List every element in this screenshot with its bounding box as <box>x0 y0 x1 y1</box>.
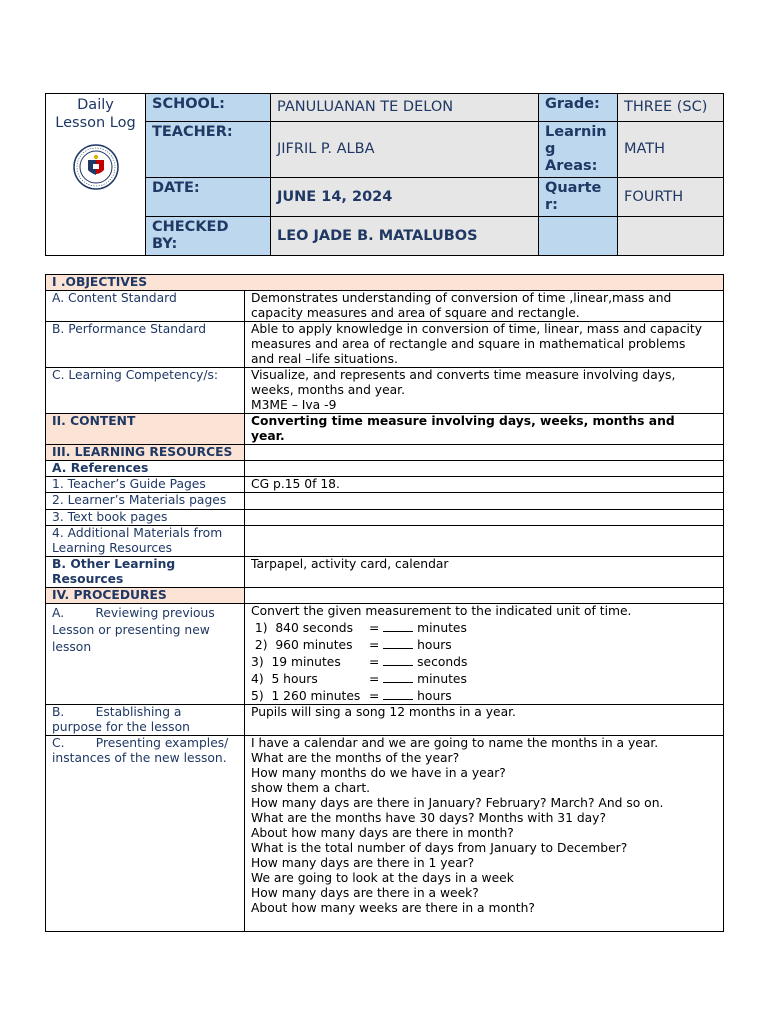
school-label: SCHOOL: <box>146 94 271 122</box>
checked-by-value: LEO JADE B. MATALUBOS <box>271 217 539 256</box>
content-line: Converting time measure involving days, weeks, months and <box>251 414 675 428</box>
additional-materials-line: 4. Additional Materials from <box>52 526 223 540</box>
school-value: PANULUANAN TE DELON <box>271 94 539 122</box>
procedure-a-intro: Convert the given measurement to the indicated unit of time. <box>251 604 632 618</box>
lm-label: 2. Learner’s Materials pages <box>46 493 245 510</box>
answer-blank <box>383 636 413 649</box>
equals-sign: = <box>369 672 384 686</box>
procedure-c-line: About how many days are there in month? <box>251 826 514 840</box>
procedure-b-label <box>46 705 245 736</box>
checked-by-label-1: CHECKED <box>152 219 229 235</box>
conversion-item <box>251 619 717 636</box>
checked-by-label <box>146 217 271 256</box>
other-resources-value: Tarpapel, activity card, calendar <box>245 557 724 588</box>
procedure-c-line: I have a calendar and we are going to name the months in a year. <box>251 736 659 750</box>
procedure-c-line: What are the months of the year? <box>251 751 460 765</box>
performance-standard-line: measures and area of rectangle and square in mathematical problems <box>251 337 686 351</box>
procedure-c-line: What are the months have 30 days? Months with 31 day? <box>251 811 606 825</box>
procedure-c-label <box>46 736 245 932</box>
resources-heading: III. LEARNING RESOURCES <box>46 445 245 461</box>
learning-areas-label-3: Areas: <box>545 158 598 174</box>
equals-sign: = <box>369 638 384 652</box>
quarter-label <box>539 178 618 217</box>
procedure-c-line: How many days are there in 1 year? <box>251 856 475 870</box>
grade-value: THREE (SC) <box>618 94 724 122</box>
conversion-item <box>251 653 717 670</box>
procedure-c-line: show them a chart. <box>251 781 371 795</box>
answer-blank <box>383 653 413 666</box>
procedure-c-line: We are going to look at the days in a week <box>251 871 514 885</box>
learning-areas-label <box>539 122 618 178</box>
teacher-label: TEACHER: <box>146 122 271 178</box>
competency-line: M3ME – Iva -9 <box>251 398 337 412</box>
empty-cell <box>245 493 724 510</box>
content-value <box>245 414 724 445</box>
conversion-item-unit: minutes <box>413 621 467 635</box>
procedure-c-line: About how many weeks are there in a month? <box>251 901 535 915</box>
competency-label: C. Learning Competency/s: <box>46 368 245 414</box>
conversion-item-unit: minutes <box>413 672 467 686</box>
equals-sign: = <box>369 655 384 669</box>
competency-line: Visualize, and represents and converts time measure involving days, <box>251 368 676 382</box>
procedure-b-value: Pupils will sing a song 12 months in a year. <box>245 705 724 736</box>
competency-value <box>245 368 724 414</box>
empty-cell <box>618 217 724 256</box>
conversion-item <box>251 670 717 687</box>
conversion-item-measure: 2) 960 minutes <box>251 638 353 652</box>
content-standard-line: Demonstrates understanding of conversion of time ,linear,mass and <box>251 291 672 305</box>
content-heading: II. CONTENT <box>46 414 245 445</box>
conversion-list <box>251 619 717 704</box>
quarter-value: FOURTH <box>618 178 724 217</box>
procedure-c-value <box>245 736 724 932</box>
doc-title-line1: Daily <box>77 97 114 113</box>
learning-areas-value: MATH <box>618 122 724 178</box>
teacher-value: JIFRIL P. ALBA <box>271 122 539 178</box>
other-resources-label <box>46 557 245 588</box>
other-resources-line: B. Other Learning <box>52 557 176 571</box>
empty-cell <box>245 526 724 557</box>
content-line: year. <box>251 429 285 443</box>
conversion-item-unit: seconds <box>413 655 468 669</box>
performance-standard-line: Able to apply knowledge in conversion of time, linear, mass and capacity <box>251 322 702 336</box>
empty-cell <box>245 510 724 526</box>
equals-sign: = <box>369 689 384 703</box>
procedure-a-line: lesson <box>52 640 92 654</box>
additional-materials-label <box>46 526 245 557</box>
textbook-label: 3. Text book pages <box>46 510 245 526</box>
procedure-c-lines <box>251 736 717 916</box>
tg-label: 1. Teacher’s Guide Pages <box>46 477 245 493</box>
content-standard-value <box>245 291 724 322</box>
procedure-a-line: Lesson or presenting new <box>52 623 210 637</box>
empty-cell <box>245 445 724 461</box>
procedure-b-line: purpose for the lesson <box>52 720 190 734</box>
content-standard-line: capacity measures and area of square and rectangle. <box>251 306 580 320</box>
performance-standard-line: and real –life situations. <box>251 352 398 366</box>
references-label: A. References <box>46 461 245 477</box>
conversion-item-unit: hours <box>413 689 452 703</box>
tg-value: CG p.15 0f 18. <box>245 477 724 493</box>
learning-areas-label-2: g <box>545 141 556 157</box>
conversion-item <box>251 636 717 653</box>
quarter-label-2: r: <box>545 197 558 213</box>
procedure-a-value <box>245 604 724 705</box>
doc-title-cell <box>46 94 146 256</box>
empty-cell <box>539 217 618 256</box>
other-resources-line: Resources <box>52 572 124 586</box>
procedure-b-line: B. Establishing a <box>52 705 182 719</box>
grade-label: Grade: <box>539 94 618 122</box>
answer-blank <box>383 619 413 632</box>
date-label: DATE: <box>146 178 271 217</box>
procedure-a-line: A. Reviewing previous <box>52 606 215 620</box>
answer-blank <box>383 687 413 700</box>
empty-cell <box>245 461 724 477</box>
procedure-c-line: How many days are there in January? February? March? And so on. <box>251 796 664 810</box>
conversion-item-measure: 1) 840 seconds <box>251 621 353 635</box>
performance-standard-value <box>245 322 724 368</box>
date-value: JUNE 14, 2024 <box>271 178 539 217</box>
procedure-c-line: How many months do we have in a year? <box>251 766 506 780</box>
conversion-item-measure: 4) 5 hours <box>251 672 318 686</box>
procedure-a-label <box>46 604 245 705</box>
procedure-c-line: How many days are there in a week? <box>251 886 479 900</box>
checked-by-label-2: BY: <box>152 236 178 252</box>
procedure-c-line: C. Presenting examples/ <box>52 736 229 750</box>
lesson-table <box>45 274 724 932</box>
procedure-c-line: What is the total number of days from January to December? <box>251 841 628 855</box>
conversion-item <box>251 687 717 704</box>
additional-materials-line: Learning Resources <box>52 541 173 555</box>
conversion-item-unit: hours <box>413 638 452 652</box>
quarter-label-1: Quarte <box>545 180 602 196</box>
objectives-heading: I .OBJECTIVES <box>46 275 724 291</box>
conversion-item-measure: 5) 1 260 minutes <box>251 689 361 703</box>
doc-title-line2: Lesson Log <box>55 115 136 131</box>
learning-areas-label-1: Learnin <box>545 124 607 140</box>
conversion-item-measure: 3) 19 minutes <box>251 655 341 669</box>
deped-seal-icon <box>73 144 119 190</box>
equals-sign: = <box>369 621 384 635</box>
answer-blank <box>383 670 413 683</box>
competency-line: weeks, months and year. <box>251 383 406 397</box>
header-table <box>45 93 724 256</box>
content-standard-label: A. Content Standard <box>46 291 245 322</box>
procedure-c-line: instances of the new lesson. <box>52 751 227 765</box>
performance-standard-label: B. Performance Standard <box>46 322 245 368</box>
procedures-heading: IV. PROCEDURES <box>46 588 245 604</box>
empty-cell <box>245 588 724 604</box>
